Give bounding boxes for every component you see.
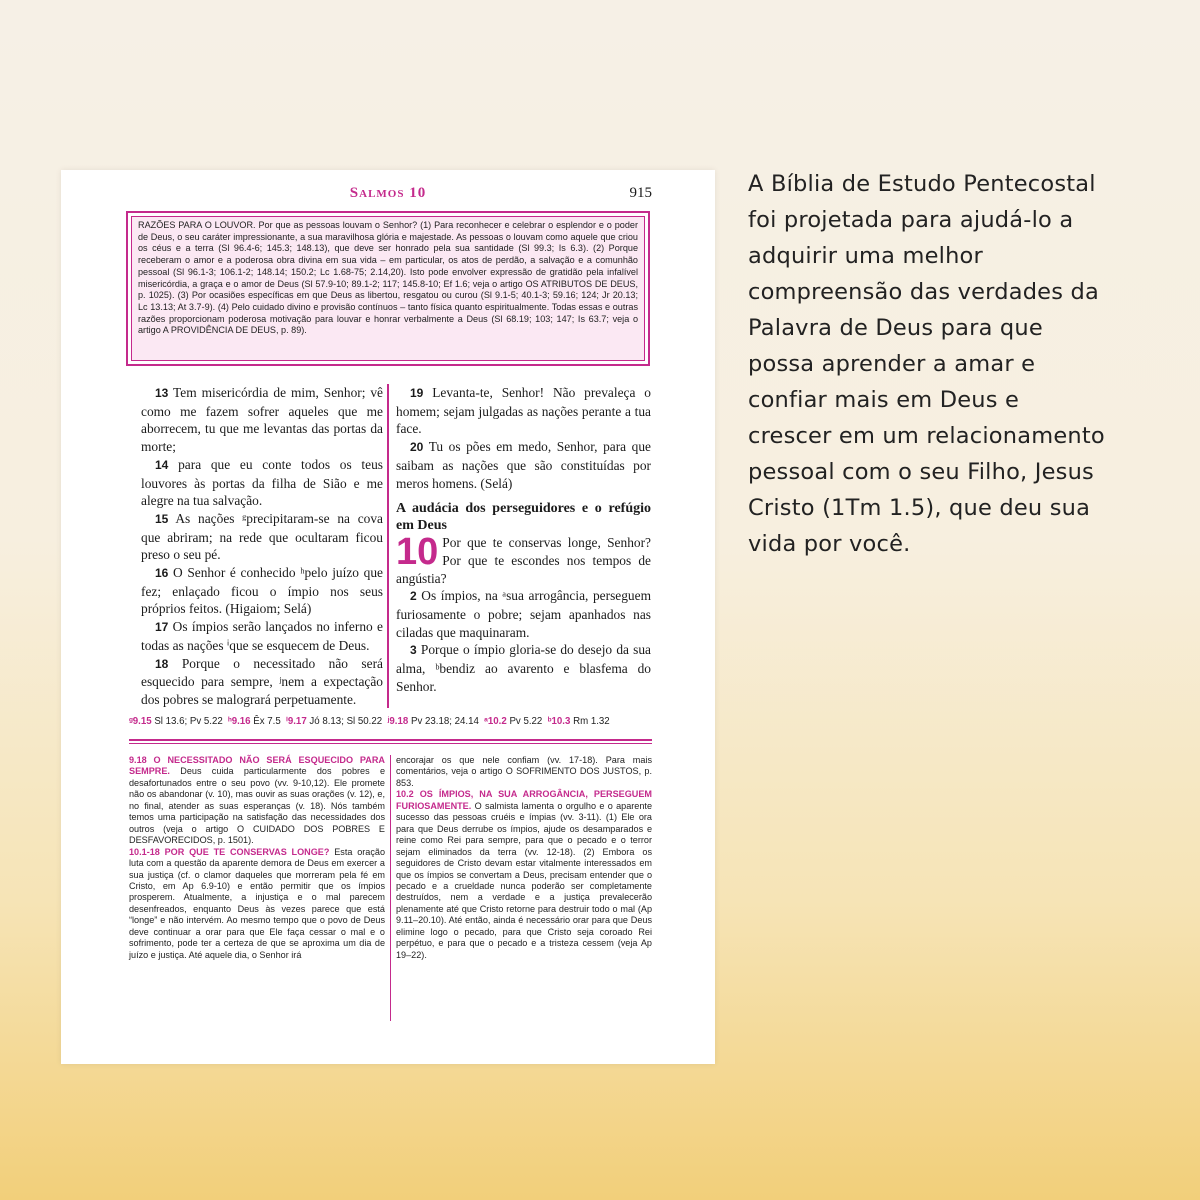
study-note: encorajar os que nele confiam (vv. 17-18). Para mais comentários, veja o artigo O SOFRIMENTO DOS JUSTOS, p. 853. <box>396 755 652 788</box>
verse: 20 Tu os pões em medo, Senhor, para que saibam as nações que são constituídas por meros homens. (Selá) <box>396 439 652 491</box>
study-note: 10.1-18 POR QUE TE CONSERVAS LONGE? Esta oração luta com a questão da aparente demora de Deus em exercer a sua justiça (cf. o clamor daqueles que morreram pela fé em Cristo, em Ap 6.9-10) e então permitir que os ímpios prosperem. Atualmente, a injustiça e o mal parecem desenfreados, enquanto Deus às vezes parece que está “longe” e não intervém. Ao mesmo tempo que o povo de Deus deve continuar a orar para que Ele faça cessar o mal e o sofrimento, pode ter a certeza de que se aproxima um dia de juízo e justiça. Até aquele dia, o Senhor irá <box>129 846 385 960</box>
study-notes-left <box>129 755 385 961</box>
chapter-first-verse: Por que te conservas longe, Senhor? Por que te escondes nos tempos de angústia? <box>396 535 651 586</box>
verse: 14 para que eu conte todos os teus louvores às portas da filha de Sião e me alegre na tua salvação. <box>141 456 383 509</box>
verse: 3 Porque o ímpio gloria-se do desejo da sua alma, ᵇbendiz ao avarento e blasfema do Senhor. <box>396 642 651 694</box>
notes-divider-top <box>129 739 652 741</box>
promo-line: compreensão das verdades da <box>748 279 1099 305</box>
promo-line: vida por você. <box>748 531 911 557</box>
promo-text <box>748 166 1168 562</box>
section-heading: A audácia dos perseguidores e o refúgio em Deus <box>396 501 651 534</box>
callout-box <box>126 211 650 366</box>
verse: 17 Os ímpios serão lançados no inferno e todas as nações ⁱque se esquecem de Deus. <box>141 619 383 653</box>
verse: 13 Tem misericórdia de mim, Senhor; vê como me fazem sofrer aqueles que me aborrecem, tu que me levantas das portas da morte; <box>141 385 383 455</box>
callout-text: RAZÕES PARA O LOUVOR. Por que as pessoas louvam o Senhor? (1) Para reconhecer e celebrar o esplendor e o poder de Deus, o seu caráter impressionante, a sua maravilhosa glória e majestade. As pessoas o louvam como aquele que criou os céus e a terra (Sl 96.4-6; 145.3; 148.13), que deve ser honrado pela sua santidade (Sl 99.3; Is 6.3). (2) Porque receberam o amor e a poderosa obra divina em sua vida – em particular, os atos de perdão, a salvação e a comunhão pessoal (Sl 96.1-3; 106.1-2; 148.14; 150.2; Lc 1.68-75; 2.14,20). Isto pode envolver expressão de gratidão pela infalível misericórdia, a graça e o amor de Deus (Sl 57.9-10; 89.1-2; 117; 145.8-10; Ef 1.6; veja o artigo OS ATRIBUTOS DE DEUS, p. 1025). (3) Por ocasiões específicas em que Deus as libertou, resgatou ou curou (Sl 9.1-5; 40.1-3; 59.16; 124; Jr 20.13; Lc 13.13; At 3.7-9). (4) Pelo cuidado divino e provisão contínuos – tanto física quanto espiritualmente. Todas essas e outras razões proporcionam poderosa motivação para louvar e honrar verbalmente a Deus (Sl 68.19; 103; 147; Is 63.7; veja o artigo A PROVIDÊNCIA DE DEUS, p. 89). <box>131 216 645 361</box>
verse: 19 Levanta-te, Senhor! Não prevaleça o homem; sejam julgadas as nações perante a tua face. <box>396 385 651 437</box>
study-note: 9.18 O NECESSITADO NÃO SERÁ ESQUECIDO PARA SEMPRE. Deus cuida particularmente dos pobres e desafortunados entre o seu povo (vv. 9-10,12). Ele promete não os abandonar (v. 10), mas ouvir as suas orações (v. 12), e, no final, atender as suas esperanças (v. 18). Nós também temos uma participação na satisfação das necessidades dos outros (veja o artigo O CUIDADO DOS POBRES E DESFAVORECIDOS, p. 1501). <box>129 755 385 846</box>
notes-column-divider <box>390 755 391 1021</box>
column-divider <box>387 384 389 708</box>
promo-line: confiar mais em Deus e <box>748 387 1020 413</box>
notes-divider-bottom <box>129 743 652 744</box>
study-notes-right <box>396 755 652 961</box>
promo-line: foi projetada para ajudá-lo a <box>748 207 1074 233</box>
chapter-opening <box>396 531 651 587</box>
page-number: 915 <box>629 185 652 201</box>
promo-line: Palavra de Deus para que <box>748 315 1043 341</box>
promo-line: Cristo (1Tm 1.5), que deu sua <box>748 495 1091 521</box>
page-title: Salmos 10 <box>349 185 427 201</box>
study-note: 10.2 OS ÍMPIOS, NA SUA ARROGÂNCIA, PERSEGUEM FURIOSAMENTE. O salmista lamenta o orgulho e o aparente sucesso das pessoas cruéis e ímpias (vv. 3-11). (1) Ele ora para que Deus derrube os ímpios, ajude os desamparados e reine como Rei para sempre, para que o pecado e o terror sejam eliminados da terra (vv. 12-18). (2) Embora os seguidores de Cristo devam estar vitalmente interessados em que os ímpios se convertam a Deus, precisam entender que o pecado e a crueldade nunca poderão ser completamente destruídos, nem a verdade e a justiça prevalecerão plenamente até que Cristo retorne para destruir todo o mal (Ap 9.11–20.10). Até então, ainda é necessário orar para que Deus elimine logo o pecado, para que Cristo seja coroado Rei perpétuo, e para que o pecado e a tristeza cessem (veja Ap 19–22). <box>396 789 653 960</box>
verses-right-column <box>396 384 651 696</box>
promo-line: possa aprender a amar e <box>748 351 1036 377</box>
verse: 16 O Senhor é conhecido ʰpelo juízo que fez; enlaçado ficou o ímpio nos seus próprios feitos. (Higaiom; Selá) <box>141 565 383 617</box>
promo-line: A Bíblia de Estudo Pentecostal <box>748 171 1096 197</box>
cross-references: ᵍ9.15 Sl 13.6; Pv 5.22 ʰ9.16 Êx 7.5 ⁱ9.17 Jó 8.13; Sl 50.22 ʲ9.18 Pv 23.18; 24.14 ᵃ10.2 Pv 5.22 ᵇ10.3 Rm 1.32 <box>129 716 610 727</box>
verse: 18 Porque o necessitado não será esquecido para sempre, ʲnem a expectação dos pobres se malogrará perpetuamente. <box>141 655 383 707</box>
verses-left-column <box>141 384 383 709</box>
chapter-number: 10 <box>396 531 439 574</box>
promo-line: pessoal com o seu Filho, Jesus <box>748 459 1094 485</box>
promo-line: crescer em um relacionamento <box>748 423 1105 449</box>
bible-page <box>61 170 715 1064</box>
promo-line: adquirir uma melhor <box>748 243 983 269</box>
verse: 15 As nações ᵍprecipitaram-se na cova que abriram; na rede que ocultaram ficou preso o seu pé. <box>141 510 383 563</box>
verse: 2 Os ímpios, na ᵃsua arrogância, perseguem furiosamente o pobre; sejam apanhados nas ciladas que maquinaram. <box>396 588 651 640</box>
